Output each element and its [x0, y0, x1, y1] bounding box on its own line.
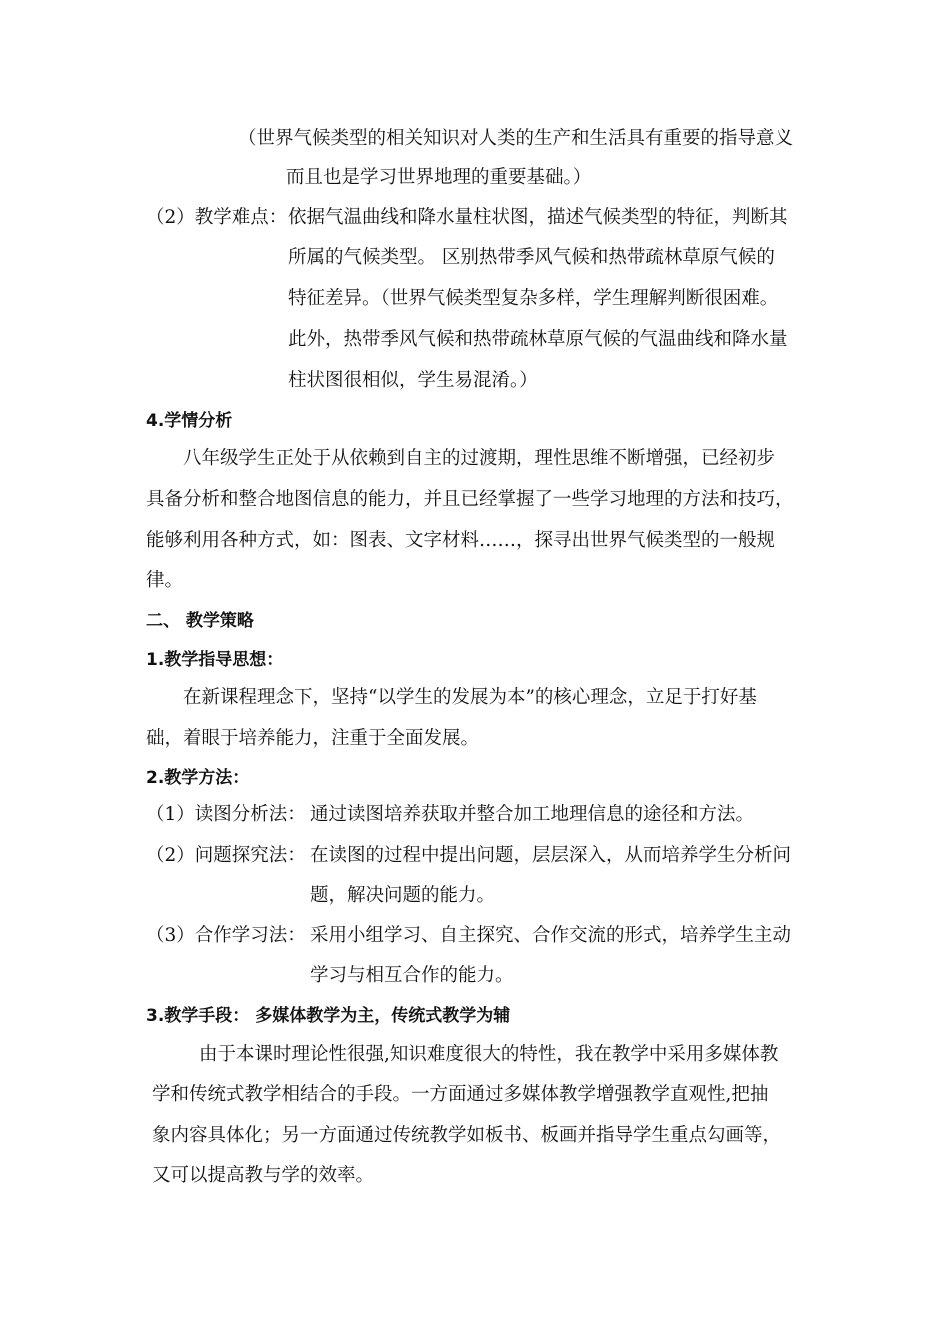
analysis-heading: 4.学情分析 [146, 411, 233, 431]
means-heading: 3.教学手段： 多媒体教学为主，传统式教学为辅 [146, 1006, 511, 1026]
method-2-label: （2）问题探究法： [146, 845, 306, 866]
method-1-line-1: 通过读图培养获取并整合加工地理信息的途径和方法。 [310, 804, 755, 825]
difficulty-line-3: 特征差异。（世界气候类型复杂多样，学生理解判断很困难。 [288, 288, 779, 309]
method-3-line-1: 采用小组学习、自主探究、合作交流的形式，培养学生主动 [310, 925, 792, 946]
focus-note-line-2: 而且也是学习世界地理的重要基础。） [286, 167, 592, 188]
difficulty-label: （2）教学难点： [146, 207, 288, 228]
means-line-4: 又可以提高教与学的效率。 [152, 1165, 375, 1186]
difficulty-line-1: 依据气温曲线和降水量柱状图，描述气候类型的特征，判断其 [288, 207, 788, 228]
method-2-line-1: 在读图的过程中提出问题，层层深入，从而培养学生分析问 [310, 845, 792, 866]
means-line-1: 由于本课时理论性很强,知识难度很大的特性，我在教学中采用多媒体教 [199, 1044, 779, 1065]
method-1-label: （1）读图分析法： [146, 804, 306, 825]
method-3-line-2: 学习与相互合作的能力。 [310, 965, 514, 986]
method-3-label: （3）合作学习法： [146, 925, 306, 946]
method-2-line-2: 题，解决问题的能力。 [310, 885, 496, 906]
methods-heading: 2.教学方法： [146, 768, 250, 788]
analysis-line-2: 具备分析和整合地图信息的能力，并且已经掌握了一些学习地理的方法和技巧， [146, 489, 794, 510]
guide-line-1: 在新课程理念下，坚持“以学生的发展为本”的核心理念，立足于打好基 [183, 687, 757, 708]
means-line-2: 学和传统式教学相结合的手段。一方面通过多媒体教学增强教学直观性,把抽 [152, 1084, 769, 1105]
difficulty-line-4: 此外，热带季风气候和热带疏林草原气候的气温曲线和降水量 [288, 329, 788, 350]
difficulty-line-2: 所属的气候类型。 区别热带季风气候和热带疏林草原气候的 [288, 247, 775, 268]
analysis-line-3: 能够利用各种方式，如：图表、文字材料……，探寻出世界气候类型的一般规 [146, 530, 776, 551]
analysis-line-1: 八年级学生正处于从依赖到自主的过渡期，理性思维不断增强，已经初步 [183, 448, 776, 469]
analysis-line-4: 律。 [146, 570, 184, 591]
focus-note-line-1: （世界气候类型的相关知识对人类的生产和生活具有重要的指导意义 [238, 128, 794, 149]
means-line-3: 象内容具体化；另一方面通过传统教学如板书、板画并指导学生重点勾画等， [152, 1125, 782, 1146]
difficulty-line-5: 柱状图很相似，学生易混淆。） [288, 370, 538, 391]
strategy-heading: 二、 教学策略 [146, 611, 254, 631]
guide-line-2: 础，着眼于培养能力，注重于全面发展。 [146, 728, 480, 749]
guide-heading: 1.教学指导思想： [146, 650, 284, 670]
